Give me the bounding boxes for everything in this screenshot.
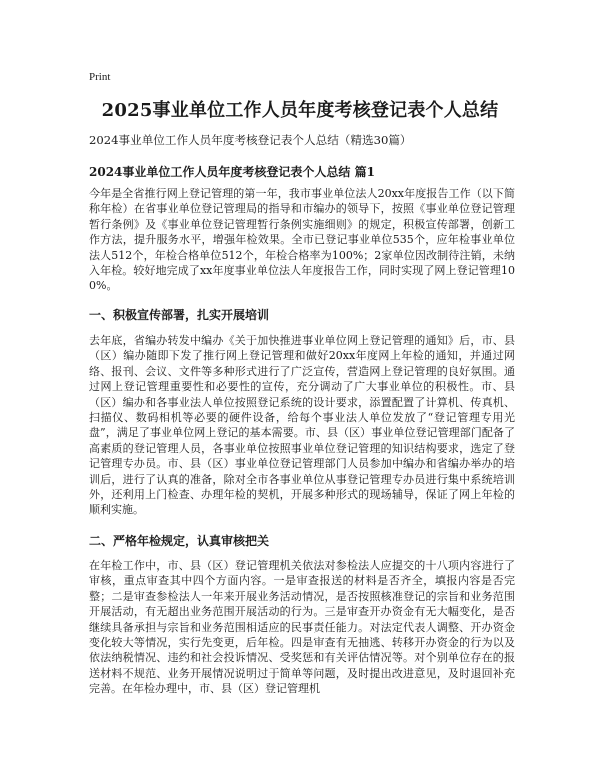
article-title: 2024事业单位工作人员年度考核登记表个人总结 篇1 xyxy=(89,165,375,179)
document-subtitle: 2024事业单位工作人员年度考核登记表个人总结（精选30篇） xyxy=(89,133,412,147)
intro-paragraph: 今年是全省推行网上登记管理的第一年，我市事业单位法人20xx年度报告工作（以下简称年检）在省事业单位登记管理局的指导和市编办的领导下，按照《事业单位登记管理暂行条例》及《事业单位登记管理暂行条例实施细则》的规定，积极宣传部署，创新工作方法，提升服务水平，增强年检效果。全市已登记事业单位535个，应年检事业单位法人512个，年检合格单位512个，年检合格率为100%；2家单位因改制待注销，未纳入年检。较好地完成了xx年度事业单位法人年度报告工作，同时实现了网上登记管理100%。 xyxy=(89,187,515,293)
section-1-paragraph: 去年底，省编办转发中编办《关于加快推进事业单位网上登记管理的通知》后，市、县（区）编办随即下发了推行网上登记管理和做好20xx年度网上年检的通知，并通过网络、报刊、会议、文件等多种形式进行了广泛宣传，营造网上登记管理的良好氛围。通过网上登记管理重要性和必要性的宣传，充分调动了广大事业单位的积极性。市、县（区）编办和各事业法人单位按照登记系统的设计要求，添置配置了计算机、传真机、扫描仪、数码相机等必要的硬件设备，给每个事业法人单位发放了“登记管理专用光盘”，满足了事业单位网上登记的基本需要。市、县（区）事业单位登记管理部门配备了高素质的登记管理人员，各事业单位按照事业单位登记管理的知识结构要求，选定了登记管理专办员。市、县（区）事业单位登记管理部门人员参加中编办和省编办举办的培训后，进行了认真的准备，除对全市各事业单位从事登记管理专办员进行集中系统培训外，还利用上门检查、办理年检的契机，开展多种形式的现场辅导，保证了网上年检的顺利实施。 xyxy=(89,334,515,517)
print-link[interactable]: Print xyxy=(89,71,111,83)
section-heading-1: 一、积极宣传部署，扎实开展培训 xyxy=(89,308,270,322)
section-2-paragraph: 在年检工作中，市、县（区）登记管理机关依法对参检法人应提交的十八项内容进行了审核，重点审查其中四个方面内容。一是审查报送的材料是否齐全，填报内容是否完整；二是审查参检法人一年来开展业务活动情况，是否按照核准登记的宗旨和业务范围开展活动，有无超出业务范围开展活动的行为。三是审查开办资金有无大幅变化，是否继续具备承担与宗旨和业务范围相适应的民事责任能力。对法定代表人调整、开办资金变化较大等情况，实行先变更，后年检。四是审查有无抽逃、转移开办资金的行为以及依法纳税情况、违约和社会投诉情况、受奖惩和有关评估情况等。对个别单位存在的报送材料不规范、业务开展情况说明过于简单等问题，及时提出改进意见，及时退回补充完善。在年检办理中，市、县（区）登记管理机 xyxy=(89,559,515,696)
section-heading-2: 二、严格年检规定，认真审核把关 xyxy=(89,534,270,548)
page-title: 2025事业单位工作人员年度考核登记表个人总结 xyxy=(101,100,499,121)
